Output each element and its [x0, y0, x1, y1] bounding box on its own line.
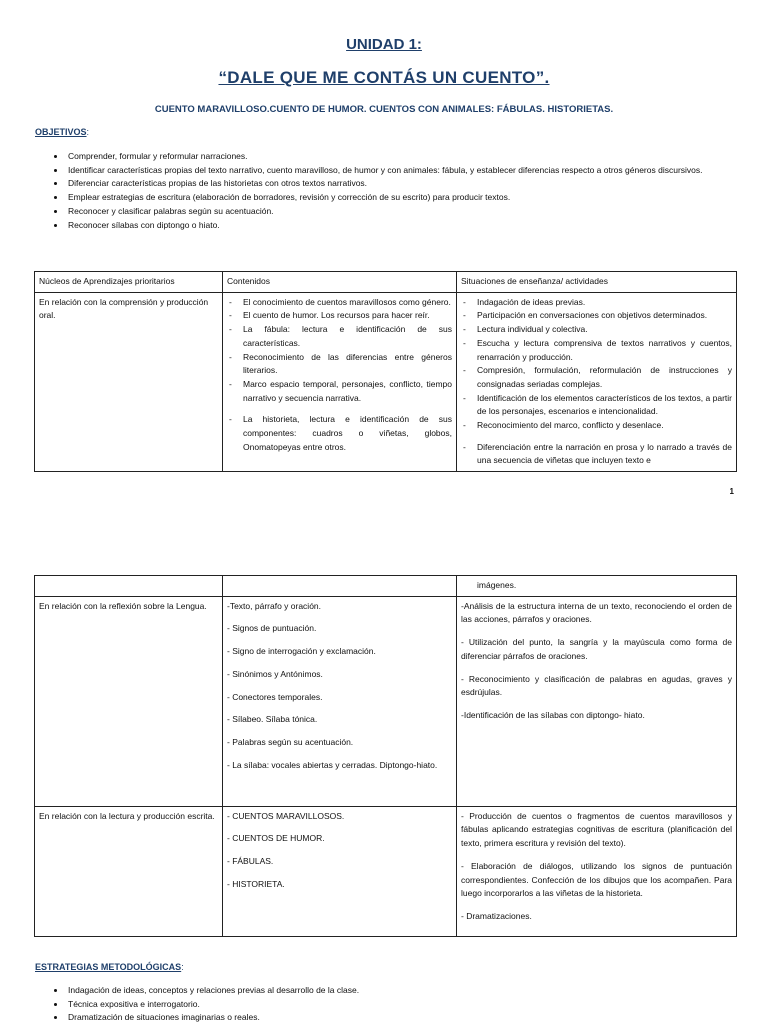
list-item: - Compresión, formulación, reformulación de instrucciones y consignadas seriadas complejas.	[461, 364, 732, 391]
list-item: - La fábula: lectura e identificación de sus características.	[227, 323, 452, 350]
list-item: - Reconocimiento de las diferencias entre géneros literarios.	[227, 351, 452, 378]
document-page-1	[0, 0, 768, 510]
list-item: • Reconocer y clasificar palabras según su acentuación.	[66, 205, 756, 219]
content-item: - Conectores temporales.	[227, 691, 323, 702]
header-activities: Situaciones de enseñanza/ actividades	[457, 272, 737, 293]
list-item: • Emplear estrategias de escritura (elaboración de borradores, revisión y corrección de su escrito) para producir textos.	[66, 191, 756, 205]
table-row	[35, 806, 737, 936]
list-item: • Reconocer sílabas con diptongo o hiato.	[66, 219, 756, 233]
list-item: - La historieta, lectura e identificación de sus componentes: cuadros o viñetas, globos, Onomatopeyas entre otros.	[227, 413, 452, 454]
list-item: • Dramatización de situaciones imaginarias o reales.	[66, 1011, 756, 1025]
list-item: - Identificación de los elementos característicos de los textos, a partir de los personajes, escenarios e intencionalidad.	[461, 392, 732, 419]
list-item: - Marco espacio temporal, personajes, conflicto, tiempo narrativo y secuencia narrativa.	[227, 378, 452, 405]
objectives-heading: OBJETIVOS:	[35, 127, 90, 137]
content-item: - HISTORIETA.	[227, 878, 285, 889]
activity-item: - Producción de cuentos o fragmentos de cuentos maravillosos y fábulas aplicando estrategias cognitivas de escritura (planificación del texto, primera escritura y revisión del texto).	[461, 810, 732, 849]
contents-cell	[223, 806, 457, 936]
empty-cell	[223, 576, 457, 597]
list-item: • Indagación de ideas, conceptos y relaciones previas al desarrollo de la clase.	[66, 984, 756, 998]
contents-cell	[223, 596, 457, 806]
activity-item: - Utilización del punto, la sangría y la mayúscula como forma de diferenciar párrafos de oraciones.	[461, 637, 732, 661]
content-item: - Palabras según su acentuación.	[227, 736, 354, 747]
content-item: -Texto, párrafo y oración.	[227, 600, 322, 611]
curriculum-table-1	[34, 271, 737, 472]
list-item: - Indagación de ideas previas.	[461, 296, 732, 310]
list-item: - Reconocimiento del marco, conflicto y desenlace.	[461, 419, 732, 433]
subtitle: CUENTO MARAVILLOSO.CUENTO DE HUMOR. CUENTOS CON ANIMALES: FÁBULAS. HISTORIETAS.	[154, 104, 614, 115]
empty-cell	[35, 576, 223, 597]
content-item: - FÁBULAS.	[227, 856, 274, 867]
document-page-2	[0, 510, 768, 1024]
activities-cell	[457, 806, 737, 936]
list-item: - Participación en conversaciones con objetivos determinados.	[461, 309, 732, 323]
table-header-row	[35, 272, 737, 293]
activity-item: -Identificación de las sílabas con diptongo- hiato.	[461, 709, 645, 720]
strategies-list	[50, 984, 756, 1025]
content-item: - Signos de puntuación.	[227, 623, 317, 634]
content-item: - La sílaba: vocales abiertas y cerradas. Diptongo-hiato.	[227, 759, 438, 770]
list-item: • Identificar características propias del texto narrativo, cuento maravilloso, de humor y con animales: fábula, y establecer diferencias respecto a otros géneros discursivos.	[66, 164, 756, 178]
list-item: - Escucha y lectura comprensiva de textos narrativos y cuentos, renarración y producción.	[461, 337, 732, 364]
nucleus-cell: En relación con la reflexión sobre la Lengua.	[35, 596, 223, 806]
content-item: - CUENTOS DE HUMOR.	[227, 833, 325, 844]
content-item: - Sinónimos y Antónimos.	[227, 668, 323, 679]
list-item: - El conocimiento de cuentos maravillosos como género.	[227, 296, 452, 310]
activity-item: - Elaboración de diálogos, utilizando los signos de puntuación correspondientes. Confección de los dibujos que los acompañen. Para luego incorporarlos a las viñetas de la historieta.	[461, 860, 732, 899]
page-number: 1	[729, 487, 734, 496]
objectives-list	[50, 150, 756, 232]
activity-item: -Análisis de la estructura interna de un texto, reconociendo el orden de las acciones, párrafos y oraciones.	[461, 600, 732, 625]
list-item: • Diferenciar características propias de las historietas con otros textos narrativos.	[66, 177, 756, 191]
list-item: • Técnica expositiva e interrogatorio.	[66, 998, 756, 1012]
list-item: - Diferenciación entre la narración en prosa y lo narrado a través de una secuencia de viñetas que incluyen texto e	[461, 441, 732, 468]
activities-cell	[457, 292, 737, 471]
activities-cell	[457, 596, 737, 806]
content-item: - Sílabeo. Sílaba tónica.	[227, 714, 318, 725]
table-row	[35, 596, 737, 806]
table-row	[35, 292, 737, 471]
list-item: - El cuento de humor. Los recursos para hacer reír.	[227, 309, 452, 323]
table-row	[35, 576, 737, 597]
list-item: • Comprender, formular y reformular narraciones.	[66, 150, 756, 164]
activity-item: - Reconocimiento y clasificación de palabras en agudas, graves y esdrújulas.	[461, 673, 732, 698]
strategies-heading: ESTRATEGIAS METODOLÓGICAS:	[35, 962, 184, 972]
curriculum-table-2	[34, 575, 737, 937]
continuation-cell: imágenes.	[457, 576, 737, 597]
nucleus-cell: En relación con la lectura y producción escrita.	[35, 806, 223, 936]
activity-item: - Dramatizaciones.	[461, 910, 532, 921]
main-title: “DALE QUE ME CONTÁS UN CUENTO”.	[218, 68, 550, 87]
content-item: - Signo de interrogación y exclamación.	[227, 646, 376, 657]
header-nuclei: Núcleos de Aprendizajes prioritarios	[35, 272, 223, 293]
nucleus-cell: En relación con la comprensión y producción oral.	[35, 292, 223, 471]
contents-cell	[223, 292, 457, 471]
unit-title: UNIDAD 1:	[346, 36, 422, 53]
header-contents: Contenidos	[223, 272, 457, 293]
content-item: - CUENTOS MARAVILLOSOS.	[227, 810, 345, 821]
list-item: - Lectura individual y colectiva.	[461, 323, 732, 337]
